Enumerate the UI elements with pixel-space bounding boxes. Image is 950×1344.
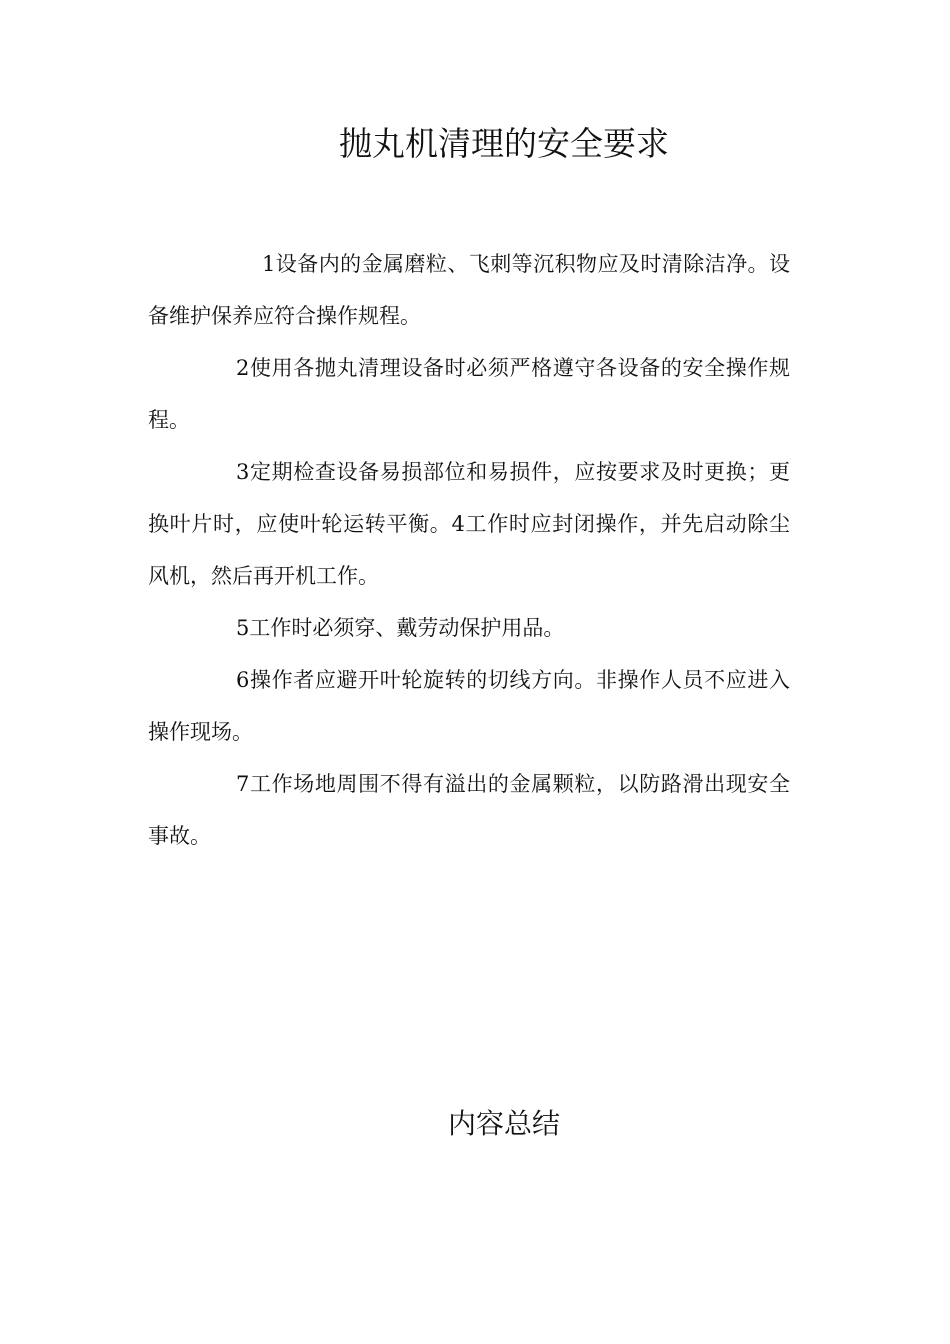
- document-body: [148, 238, 790, 862]
- paragraph-6: 7工作场地周围不得有溢出的金属颗粒，以防路滑出现安全事故。: [148, 772, 790, 848]
- document-title: 抛丸机清理的安全要求: [339, 124, 669, 163]
- paragraph-2: 2使用各抛丸清理设备时必须严格遵守各设备的安全操作规程。: [148, 356, 790, 432]
- paragraph-1: 1设备内的金属磨粒、飞刺等沉积物应及时清除洁净。设备维护保养应符合操作规程。: [148, 252, 790, 328]
- paragraph-4: 5工作时必须穿、戴劳动保护用品。: [236, 616, 565, 640]
- paragraph-5: 6操作者应避开叶轮旋转的切线方向。非操作人员不应进入操作现场。: [148, 668, 790, 744]
- summary-heading: 内容总结: [447, 1107, 560, 1140]
- paragraph-3: 3定期检查设备易损部位和易损件，应按要求及时更换；更换叶片时，应使叶轮运转平衡。4工作时应封闭操作，并先启动除尘风机，然后再开机工作。: [148, 460, 790, 588]
